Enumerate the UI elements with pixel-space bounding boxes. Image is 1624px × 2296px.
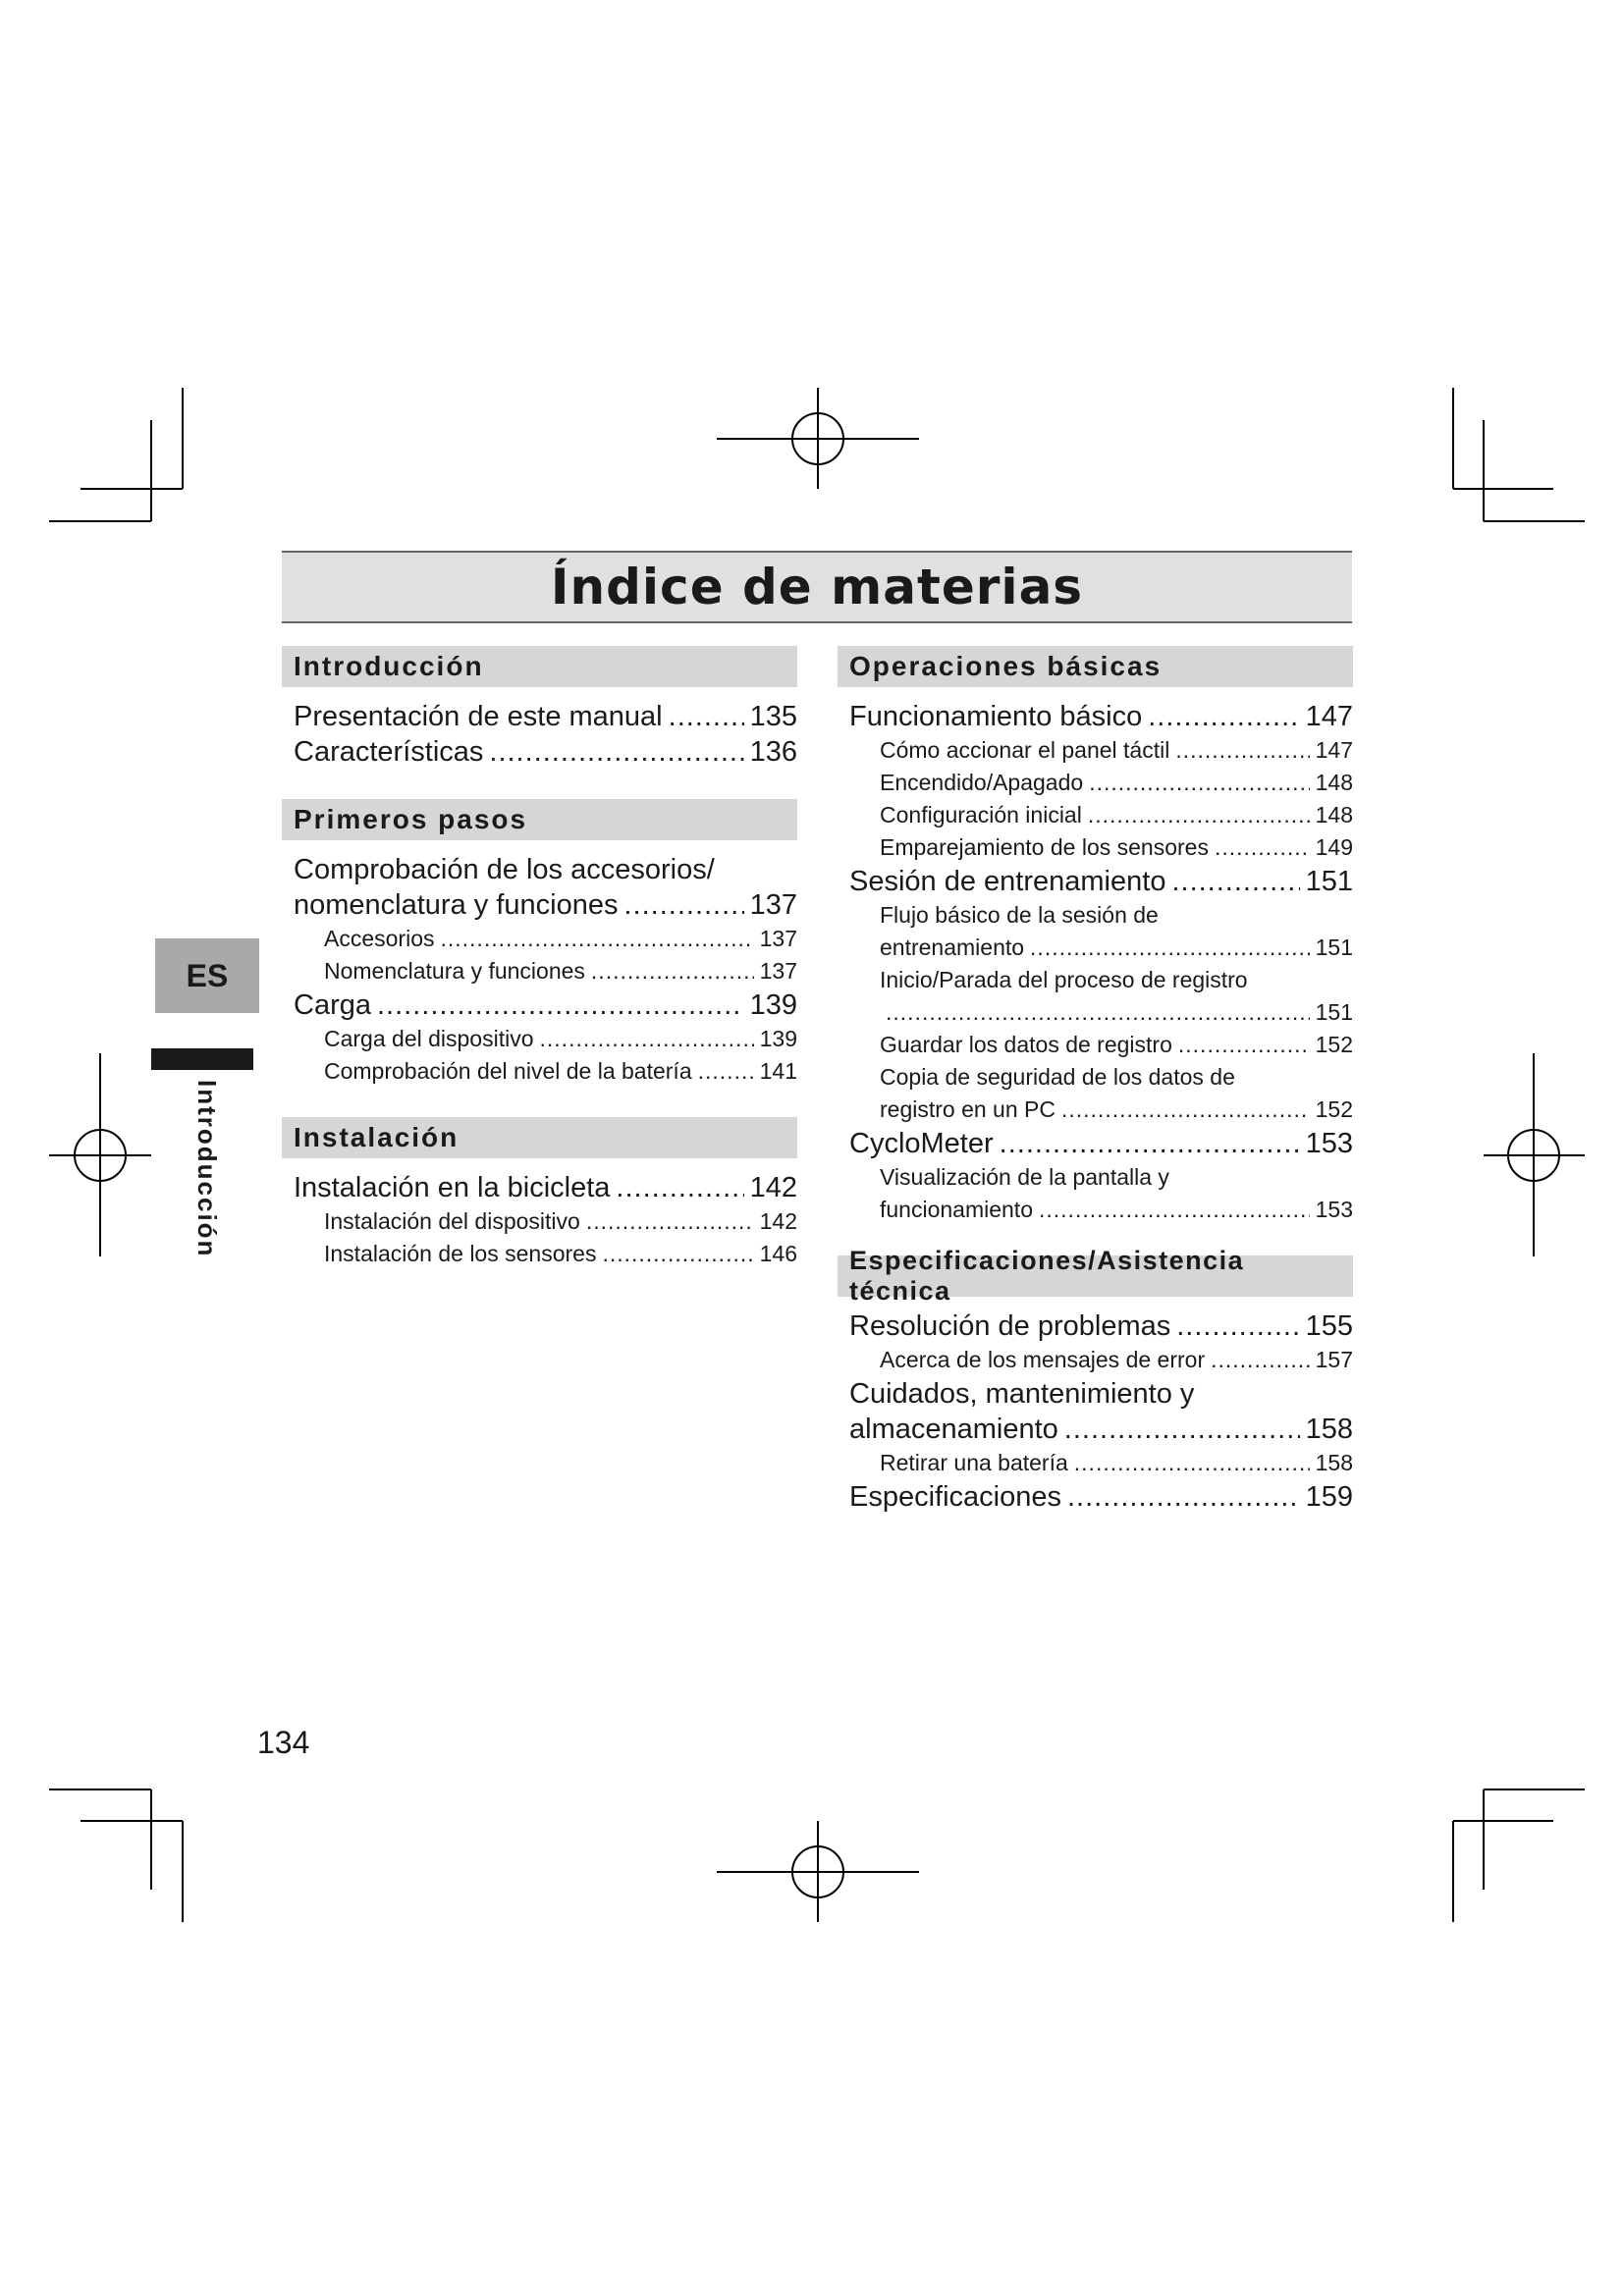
toc-subentry[interactable]: registro en un PC ..... 152: [838, 1094, 1353, 1126]
toc-subentry[interactable]: Accesorios ..... 137: [282, 923, 797, 955]
toc-subentry[interactable]: Encendido/Apagado ..... 148: [838, 767, 1353, 799]
toc-subentry[interactable]: entrenamiento ..... 151: [838, 932, 1353, 964]
section-heading: Operaciones básicas: [838, 646, 1353, 687]
toc-entry[interactable]: Presentación de este manual ..... 135: [282, 699, 797, 734]
section-marker-bar: [151, 1048, 253, 1070]
page-ref: 148: [1315, 770, 1353, 795]
page-ref: 147: [1315, 737, 1353, 763]
toc-entry[interactable]: Instalación en la bicicleta ..... 142: [282, 1170, 797, 1205]
section-heading: Instalación: [282, 1117, 797, 1158]
page-number: 134: [257, 1725, 310, 1760]
language-tab: [155, 938, 259, 1013]
toc-section-primeros-pasos: [282, 799, 797, 1088]
page-ref: 158: [1315, 1450, 1353, 1475]
page-ref: 142: [759, 1208, 797, 1234]
page-ref: 139: [749, 989, 797, 1021]
page-ref: 137: [759, 926, 797, 951]
toc-subentry[interactable]: Instalación de los sensores ..... 146: [282, 1238, 797, 1270]
page-ref: 139: [759, 1026, 797, 1051]
toc-right-column: [838, 646, 1353, 1544]
toc-subentry[interactable]: Emparejamiento de los sensores ..... 149: [838, 831, 1353, 864]
toc-subentry[interactable]: Cómo accionar el panel táctil ..... 147: [838, 734, 1353, 767]
section-side-label: Introducción: [192, 1080, 222, 1258]
page-ref: 148: [1315, 802, 1353, 828]
page-ref: 135: [749, 701, 797, 732]
toc-subentry[interactable]: Guardar los datos de registro ..... 152: [838, 1029, 1353, 1061]
toc-entry[interactable]: almacenamiento ..... 158: [838, 1412, 1353, 1447]
toc-entry-line1[interactable]: Cuidados, mantenimiento y: [849, 1378, 1195, 1410]
toc-section-introduccion: [282, 646, 797, 770]
toc-subentry-line1[interactable]: Flujo básico de la sesión de: [880, 902, 1159, 928]
page-ref: 158: [1305, 1414, 1353, 1445]
page-ref: 136: [749, 736, 797, 768]
page-ref: 141: [759, 1058, 797, 1084]
toc-entry[interactable]: Carga ..... 139: [282, 988, 797, 1023]
page-ref: 152: [1315, 1096, 1353, 1122]
title-bar: [282, 551, 1352, 623]
toc-subentry[interactable]: Acerca de los mensajes de error ..... 157: [838, 1344, 1353, 1376]
page-ref: 137: [749, 889, 797, 921]
toc-entry[interactable]: Sesión de entrenamiento ..... 151: [838, 864, 1353, 899]
toc-subentry-line1[interactable]: Inicio/Parada del proceso de registro: [880, 967, 1248, 992]
language-tab-label: ES: [186, 957, 229, 993]
toc-section-especificaciones: [838, 1246, 1353, 1515]
toc-subentry[interactable]: funcionamiento ..... 153: [838, 1194, 1353, 1226]
page-ref: 153: [1315, 1197, 1353, 1222]
toc-entry[interactable]: Especificaciones ..... 159: [838, 1479, 1353, 1515]
page-ref: 142: [749, 1172, 797, 1203]
page-ref: 152: [1315, 1032, 1353, 1057]
toc-left-column: [282, 646, 797, 1300]
page-ref: 146: [759, 1241, 797, 1266]
toc-subentry[interactable]: [838, 996, 1353, 1029]
section-heading: Introducción: [282, 646, 797, 687]
toc-entry[interactable]: CycloMeter ..... 153: [838, 1126, 1353, 1161]
toc-section-operaciones-basicas: [838, 646, 1353, 1226]
toc-section-instalacion: [282, 1117, 797, 1270]
toc-subentry-line1[interactable]: Copia de seguridad de los datos de: [880, 1064, 1235, 1090]
toc-subentry[interactable]: Retirar una batería ..... 158: [838, 1447, 1353, 1479]
page-ref: 149: [1315, 834, 1353, 860]
toc-subentry[interactable]: Carga del dispositivo ..... 139: [282, 1023, 797, 1055]
page-ref: 153: [1305, 1128, 1353, 1159]
page-ref: 151: [1315, 934, 1353, 960]
page-ref: 159: [1305, 1481, 1353, 1513]
toc-subentry[interactable]: Instalación del dispositivo ..... 142: [282, 1205, 797, 1238]
toc-entry[interactable]: Resolución de problemas ..... 155: [838, 1308, 1353, 1344]
page-ref: 157: [1315, 1347, 1353, 1372]
section-heading: Primeros pasos: [282, 799, 797, 840]
page-ref: 137: [759, 958, 797, 984]
page-ref: 147: [1305, 701, 1353, 732]
toc-entry-line1[interactable]: Comprobación de los accesorios/: [294, 854, 715, 885]
toc-subentry[interactable]: Nomenclatura y funciones ..... 137: [282, 955, 797, 988]
page-ref: 151: [1305, 866, 1353, 897]
toc-subentry[interactable]: Comprobación del nivel de la batería ..... 141: [282, 1055, 797, 1088]
page-ref: 155: [1305, 1310, 1353, 1342]
toc-subentry-line1[interactable]: Visualización de la pantalla y: [880, 1164, 1169, 1190]
toc-subentry[interactable]: Configuración inicial ..... 148: [838, 799, 1353, 831]
toc-entry[interactable]: Características ..... 136: [282, 734, 797, 770]
section-heading: Especificaciones/Asistencia técnica: [838, 1255, 1353, 1297]
page-ref: 151: [1315, 999, 1353, 1025]
toc-entry[interactable]: nomenclatura y funciones ..... 137: [282, 887, 797, 923]
toc-entry[interactable]: Funcionamiento básico ..... 147: [838, 699, 1353, 734]
page-title: Índice de materias: [550, 559, 1084, 615]
